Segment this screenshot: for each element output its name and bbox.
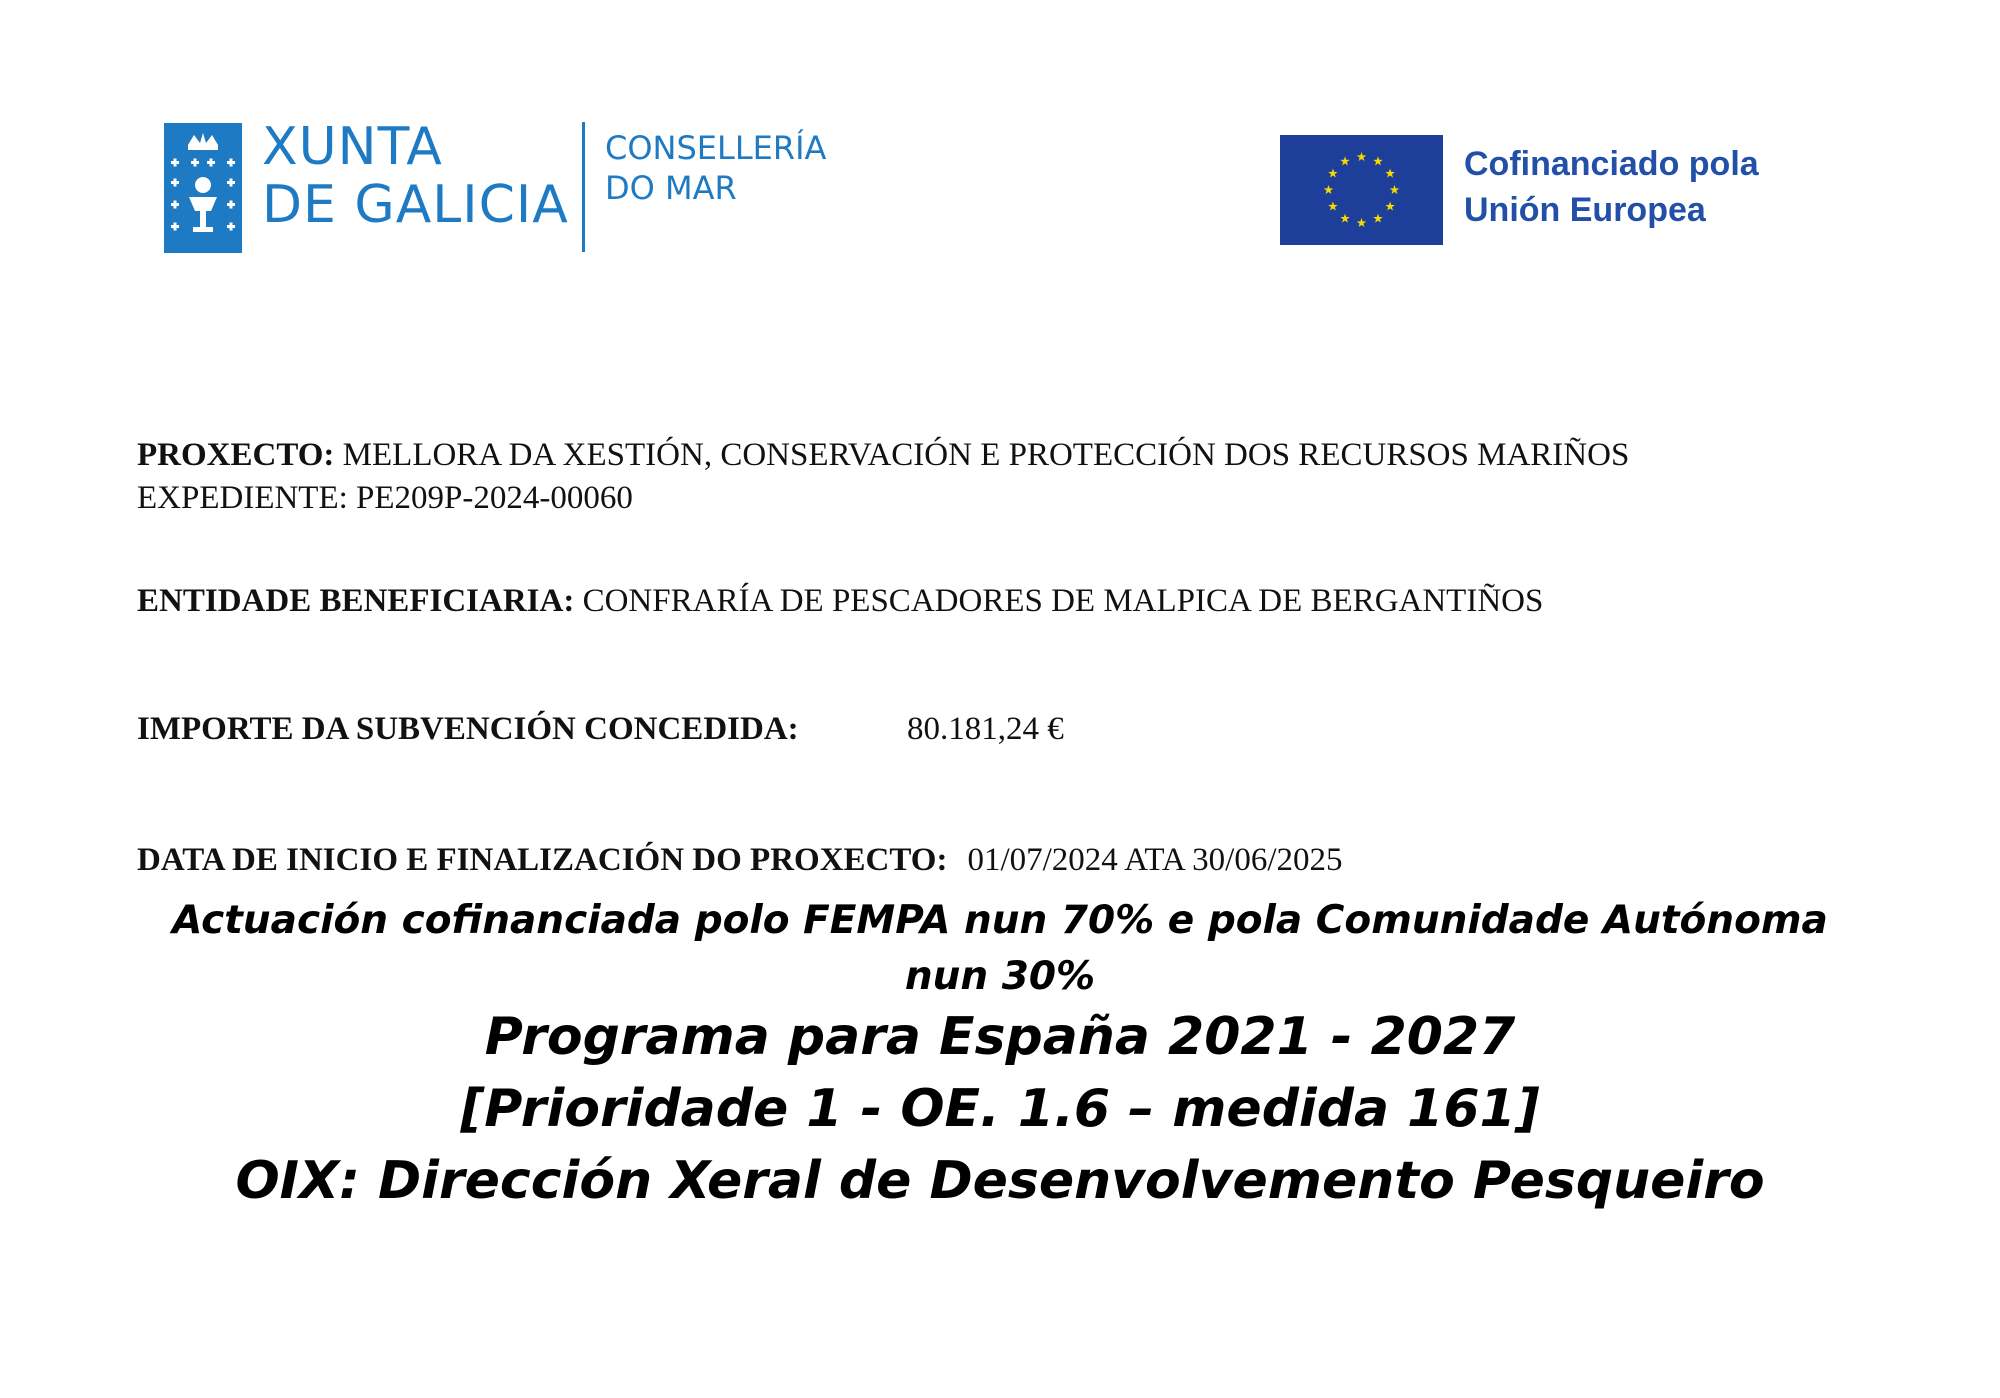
cofinanciacion-line1: Actuación cofinanciada polo FEMPA nun 70% e pola Comunidade Autónoma xyxy=(172,898,1828,943)
programa-title: Programa para España 2021 - 2027 xyxy=(484,1007,1516,1067)
data-value: 01/07/2024 ATA 30/06/2025 xyxy=(967,842,1343,878)
prioridade-title: [Prioridade 1 - OE. 1.6 – medida 161] xyxy=(460,1079,1540,1139)
eu-text-line2: Unión Europea xyxy=(1464,191,1706,229)
xunta-name-line1: XUNTA xyxy=(262,117,443,177)
cofinanciacion-line2: nun 30% xyxy=(904,954,1096,999)
proxecto-label: PROXECTO: xyxy=(137,437,335,473)
galicia-shield-icon xyxy=(164,123,242,253)
proxecto-value: MELLORA DA XESTIÓN, CONSERVACIÓN E PROTECCIÓN DOS RECURSOS MARIÑOS xyxy=(334,437,1630,473)
importe-line xyxy=(137,711,799,748)
xunta-dept-line1: CONSELLERÍA xyxy=(605,129,827,167)
xunta-name xyxy=(262,118,569,234)
oix-title: OIX: Dirección Xeral de Desenvolvemento Pesqueiro xyxy=(235,1151,1765,1211)
data-line xyxy=(137,842,1343,879)
proxecto-line xyxy=(137,437,1629,474)
xunta-logo xyxy=(164,117,827,258)
data-label: DATA DE INICIO E FINALIZACIÓN DO PROXECTO: xyxy=(137,842,948,878)
eu-text xyxy=(1464,141,1759,233)
importe-label: IMPORTE DA SUBVENCIÓN CONCEDIDA: xyxy=(137,711,799,747)
eu-logo xyxy=(1280,135,1820,245)
eu-text-line1: Cofinanciado pola xyxy=(1464,145,1759,183)
xunta-department xyxy=(605,128,826,208)
entidade-value: CONFRARÍA DE PESCADORES DE MALPICA DE BERGANTIÑOS xyxy=(574,583,1544,619)
xunta-dept-line2: DO MAR xyxy=(605,169,737,207)
entidade-line xyxy=(137,583,1543,620)
xunta-name-line2: DE GALICIA xyxy=(262,175,569,235)
importe-value: 80.181,24 € xyxy=(907,711,1064,747)
cofinanciacion-text xyxy=(0,893,2000,1005)
xunta-divider xyxy=(582,122,585,252)
expediente-line: EXPEDIENTE: PE209P-2024-00060 xyxy=(137,480,633,516)
eu-flag-icon xyxy=(1280,135,1443,245)
entidade-label: ENTIDADE BENEFICIARIA: xyxy=(137,583,575,619)
